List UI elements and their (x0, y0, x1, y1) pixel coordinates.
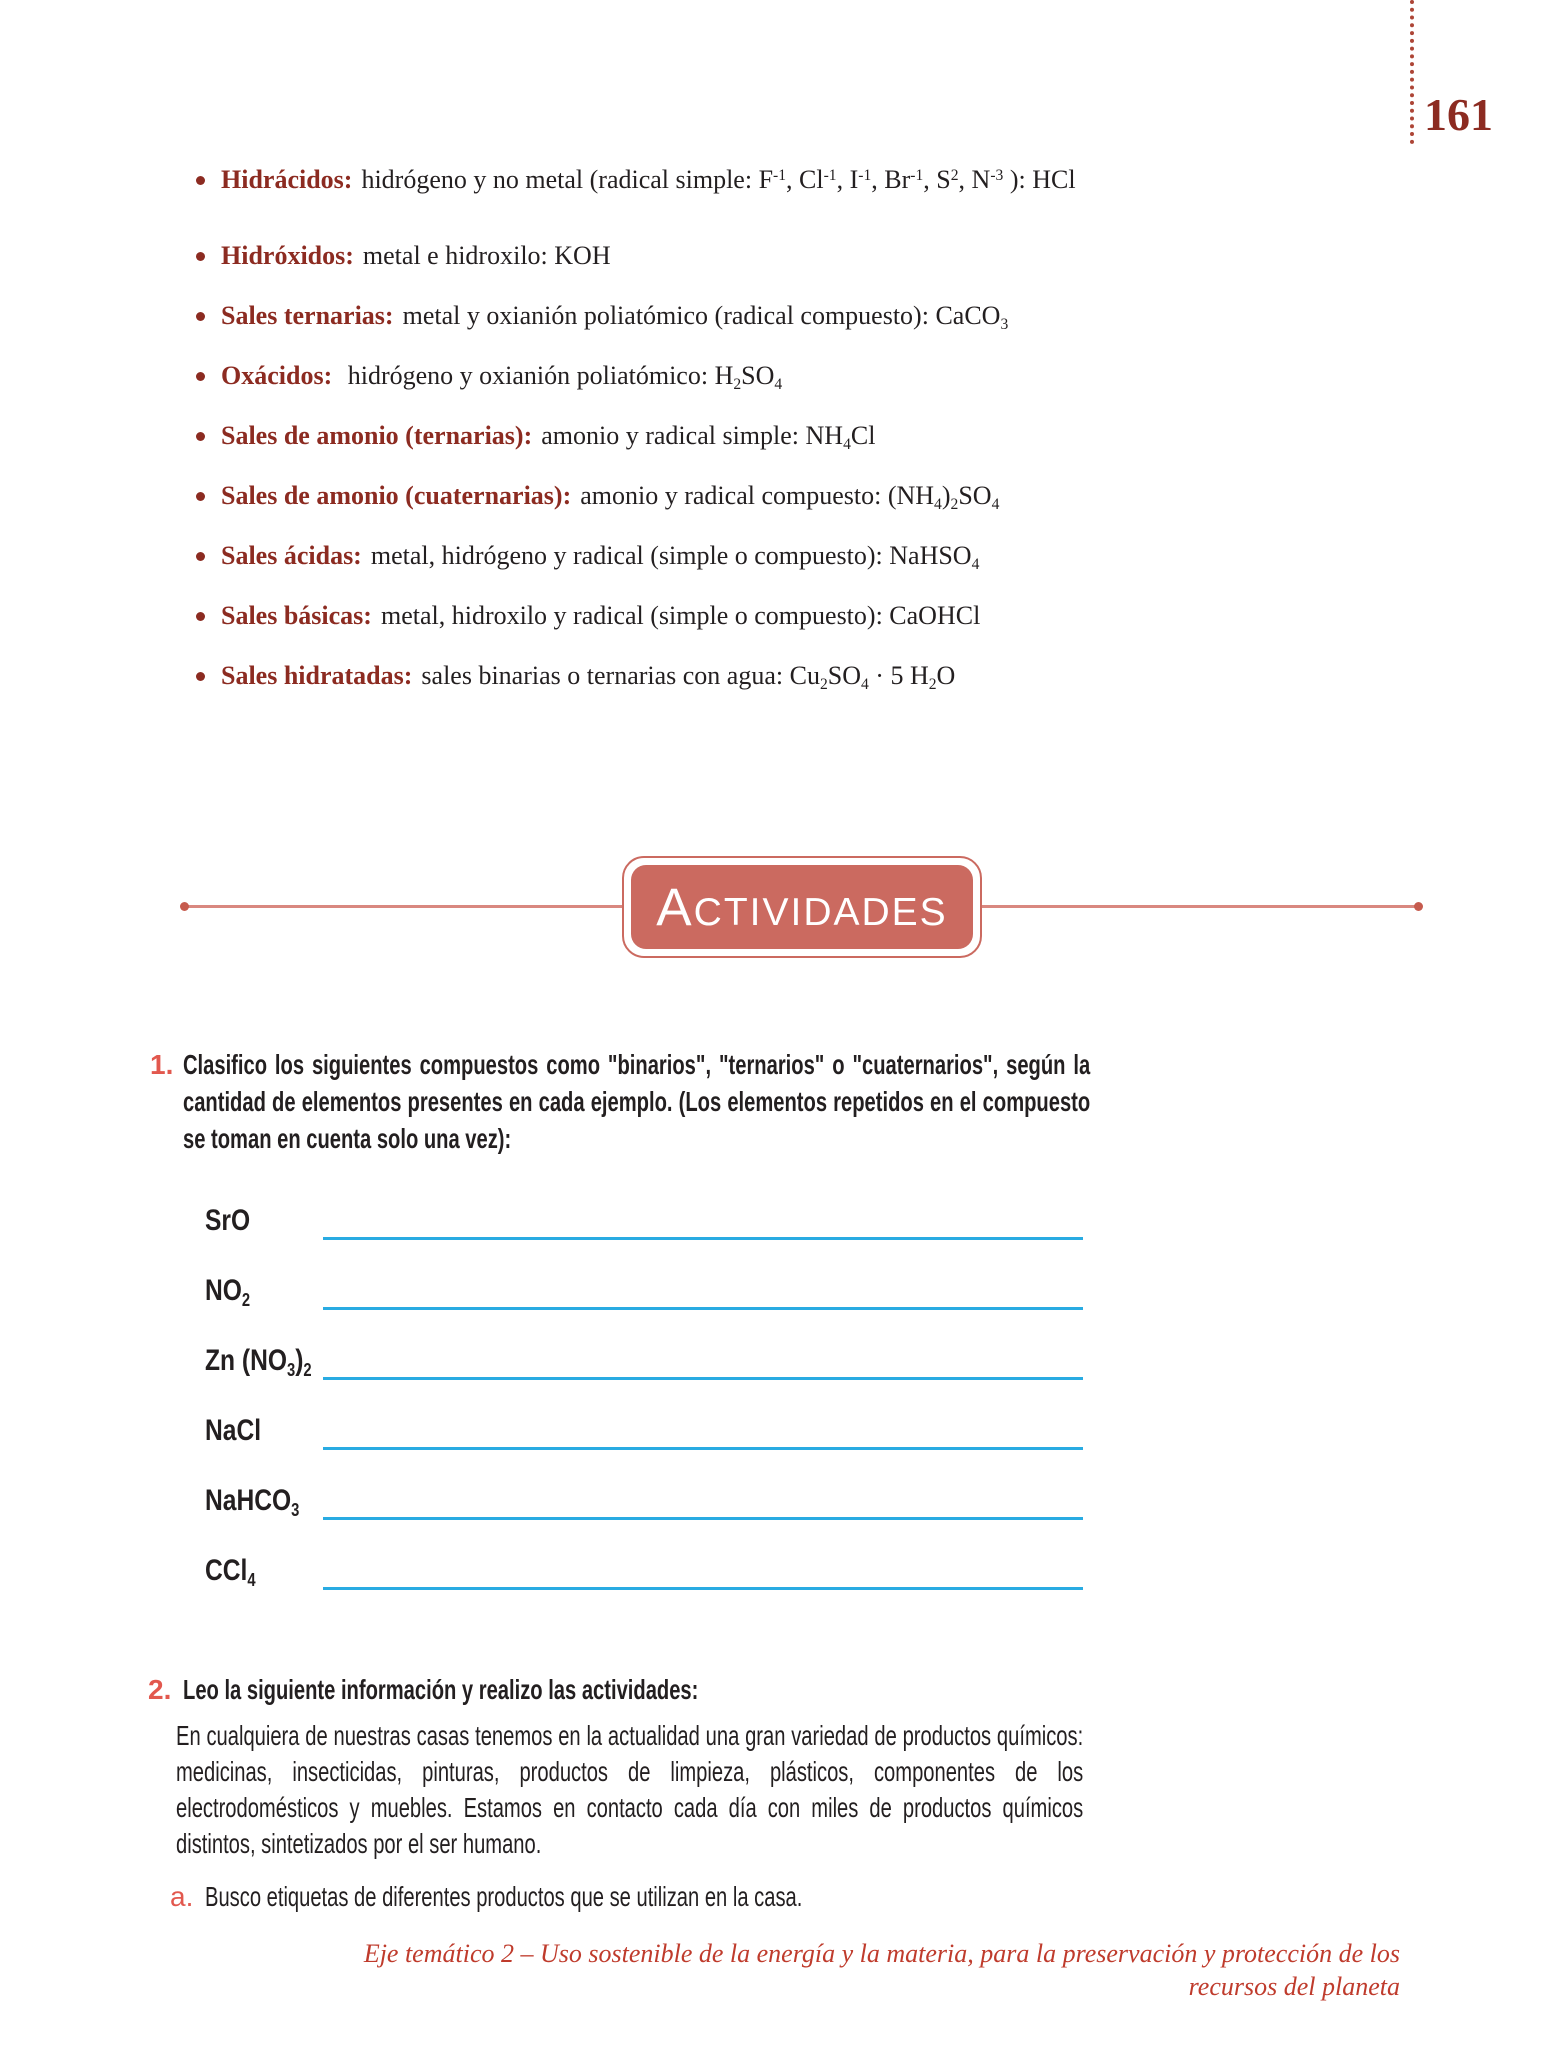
compound-type-item (185, 479, 1485, 513)
compound-row (150, 1474, 1083, 1520)
compound-row (150, 1544, 1083, 1590)
compound-formula: NaHCO$_3$ (205, 1484, 300, 1521)
compound-type-term: Sales ternarias: (221, 301, 394, 330)
compound-type-text (221, 479, 999, 513)
answer-line (323, 1377, 1083, 1380)
compound-type-item (185, 539, 1485, 573)
compound-type-term: Hidrácidos: (221, 165, 353, 194)
activity2-heading-text: Leo la siguiente información y realizo las actividades: (183, 1674, 699, 1705)
compound-formula: CCl$_4$ (205, 1554, 256, 1591)
compound-type-item (185, 599, 1485, 633)
rule-dot-right-icon (1414, 902, 1423, 911)
compound-type-item (185, 299, 1485, 333)
activity2a-text: Busco etiquetas de diferentes productos que se utilizan en la casa. (205, 1881, 803, 1912)
footer-theme-note: Eje temático 2 – Uso sostenible de la energía y la materia, para la preservación y protección de los recursos del planeta (363, 1939, 1400, 2001)
compound-type-item (185, 163, 1485, 197)
compound-formula: SrO (205, 1204, 251, 1237)
compound-type-text (221, 239, 611, 273)
compound-type-desc: hidrógeno y oxianión poliatómico: $H_2SO_4$ (341, 361, 783, 394)
compound-type-text (221, 539, 979, 573)
answer-line (323, 1447, 1083, 1450)
compound-type-desc: metal y oxianión poliatómico (radical compuesto): CaCO$_3$ (402, 301, 1009, 334)
compound-row (150, 1404, 1083, 1450)
rule-dot-left-icon (180, 902, 189, 911)
page-margin-dotted-rule (1410, 0, 1414, 144)
activities-badge-label: ACTIVIDADES (656, 877, 948, 937)
activities-badge-inner (631, 865, 973, 949)
bullet-icon (196, 552, 205, 561)
activity2-number: 2. (148, 1674, 172, 1705)
compound-type-term: Hidróxidos: (221, 241, 354, 270)
compound-type-text (221, 659, 955, 693)
compound-type-item (185, 659, 1485, 693)
activity2a-item (205, 1878, 1035, 1915)
compound-row (150, 1334, 1083, 1380)
answer-line (323, 1517, 1083, 1520)
page-number: 161 (1424, 89, 1493, 140)
bullet-icon (196, 432, 205, 441)
bullet-icon (196, 372, 205, 381)
answer-line (323, 1307, 1083, 1310)
activity1-number: 1. (150, 1049, 174, 1080)
compound-type-text (221, 163, 1076, 197)
compound-type-term: Oxácidos: (221, 361, 333, 390)
compound-type-desc: sales binarias o ternarias con agua: $Cu_2SO_4 \cdot 5$ $H_2O$ (421, 661, 956, 694)
bullet-icon (196, 252, 205, 261)
compound-type-text (221, 299, 1008, 333)
compound-type-desc: metal e hidroxilo: KOH (362, 241, 611, 270)
activity2-paragraph: En cualquiera de nuestras casas tenemos en la actualidad una gran variedad de productos químicos: medicinas, insecticidas, pinturas, productos de limpieza, plásticos, componentes de los electrodomésticos y muebles. Estamos en contacto cada día con miles de productos químicos distintos, sintetizados por el ser humano. (176, 1720, 1084, 1859)
compound-row (150, 1264, 1083, 1310)
compound-type-term: Sales básicas: (221, 601, 372, 630)
activities-badge (622, 856, 982, 958)
compound-row (150, 1194, 1083, 1240)
bullet-icon (196, 612, 205, 621)
bullet-icon (196, 312, 205, 321)
compound-type-desc: hidrógeno y no metal (radical simple: $F^{-1}$, $Cl^{-1}$, $I^{-1}$, $Br^{-1}$, $S^2$, $N^{-3}$ ): HCl (361, 165, 1076, 194)
compound-type-term: Sales hidratadas: (221, 661, 413, 690)
bullet-icon (196, 492, 205, 501)
compound-type-text (221, 599, 980, 633)
bullet-icon (196, 672, 205, 681)
compound-type-desc: metal, hidrógeno y radical (simple o compuesto): NaHSO$_4$ (370, 541, 980, 574)
compound-type-item (185, 359, 1485, 393)
compound-type-desc: metal, hidroxilo y radical (simple o compuesto): CaOHCl (380, 601, 981, 630)
compound-type-text (221, 419, 875, 453)
compound-type-desc: amonio y radical compuesto: $(NH_4)_2SO_4$ (580, 481, 1000, 514)
activity2-heading (183, 1671, 899, 1708)
compound-type-item (185, 419, 1485, 453)
compound-type-desc: amonio y radical simple: $NH_4Cl$ (541, 421, 876, 454)
answer-line (323, 1587, 1083, 1590)
compound-type-term: Sales de amonio (cuaternarias): (221, 481, 572, 510)
compound-type-item (185, 239, 1485, 273)
compound-type-term: Sales de amonio (ternarias): (221, 421, 533, 450)
compound-type-list (185, 163, 1485, 719)
compound-formula: $NO_2$ (205, 1274, 251, 1311)
answer-line (323, 1237, 1083, 1240)
compound-formula: NaCl (205, 1414, 262, 1447)
activity2a-number: a. (170, 1881, 194, 1912)
compound-type-term: Sales ácidas: (221, 541, 362, 570)
compound-type-text (221, 359, 782, 393)
activity1-instruction: Clasifico los siguientes compuestos como "binarios", "ternarios" o "cuaternarios", según la cantidad de elementos presentes en cada ejemplo. (Los elementos repetidos en el compuesto se toman en cuenta solo una vez): (183, 1049, 1091, 1154)
compound-formula: Zn $(NO_3)_2$ (205, 1344, 312, 1381)
bullet-icon (196, 176, 205, 185)
